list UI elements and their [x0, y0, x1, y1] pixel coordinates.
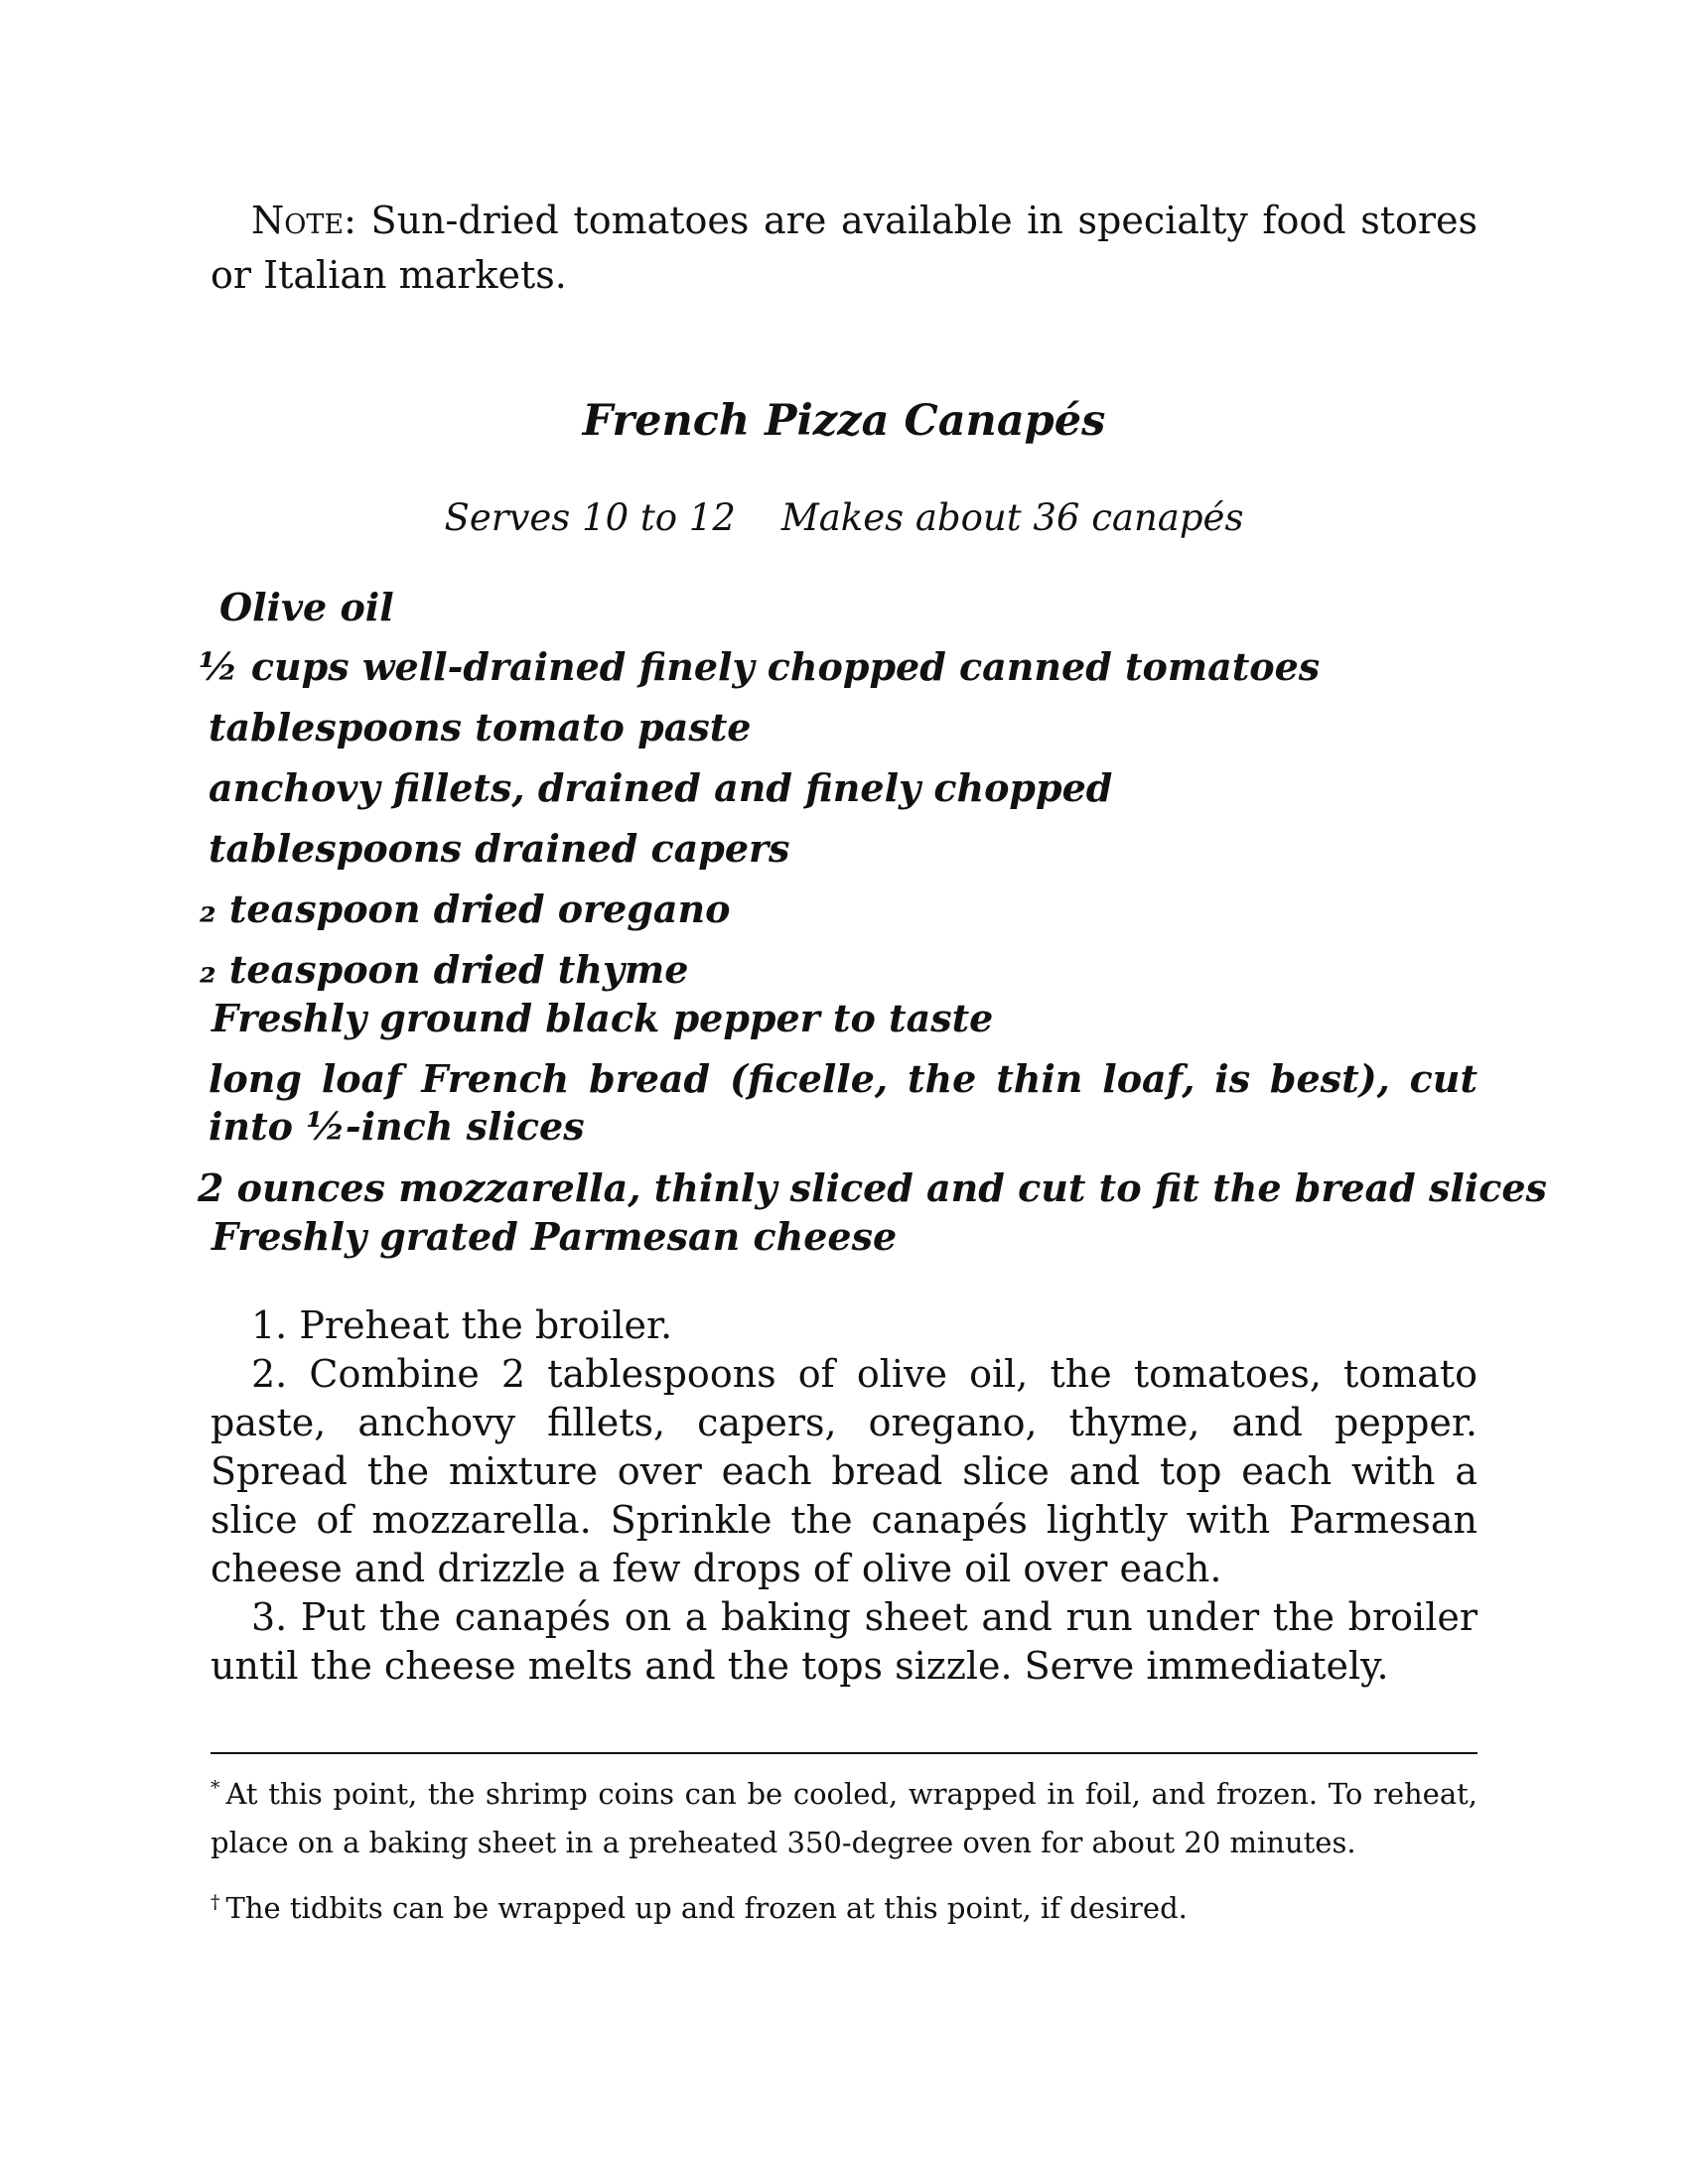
- ingredient-item: Olive oil: [219, 585, 394, 629]
- ingredient-item: anchovy fillets, drained and finely chopped: [209, 765, 1113, 810]
- recipe-makes: Makes about 36 canapés: [780, 496, 1244, 539]
- footnote: [211, 1878, 1477, 1933]
- note-text: : Sun-dried tomatoes are available in specialty food stores or Italian markets.: [211, 199, 1477, 297]
- method-steps: [211, 1301, 1477, 1691]
- recipe-yield: [211, 492, 1477, 544]
- ingredient-item: tablespoons drained capers: [209, 826, 790, 871]
- ingredient-item: tablespoons tomato paste: [209, 705, 752, 750]
- recipe-title: French Pizza Canapés: [582, 396, 1106, 446]
- ingredient-item: Freshly grated Parmesan cheese: [211, 1214, 898, 1259]
- footnote: [211, 1764, 1477, 1867]
- ingredient-item: ₂ teaspoon dried oregano: [200, 887, 731, 931]
- method-step: 3. Put the canapés on a baking sheet and run under the broiler until the cheese melts and the tops sizzle. Serve immediately.: [211, 1595, 1477, 1688]
- ingredient-item: ½ cups well-drained finely chopped canned tomatoes: [199, 644, 1321, 689]
- footnote-divider: [211, 1752, 1477, 1754]
- method-step: 2. Combine 2 tablespoons of olive oil, the tomatoes, tomato paste, anchovy fillets, capers, oregano, thyme, and pepper. Spread the mixture over each bread slice and top each with a slice of mozzarella. Sprinkle the canapés lightly with Parmesan cheese and drizzle a few drops of olive oil over each.: [211, 1352, 1477, 1590]
- note-paragraph: [211, 194, 1477, 303]
- footnotes: [211, 1764, 1477, 1944]
- ingredient-item: Freshly ground black pepper to taste: [211, 996, 994, 1040]
- footnote-marker: *: [211, 1777, 220, 1799]
- ingredient-item: long loaf French bread (ficelle, the thin loaf, is best), cut into ½-inch slices: [209, 1056, 1477, 1149]
- footnote-marker: †: [211, 1891, 220, 1913]
- footnote-text: At this point, the shrimp coins can be cooled, wrapped in foil, and frozen. To reheat, place on a baking sheet in a preheated 350-degree oven for about 20 minutes.: [211, 1777, 1477, 1859]
- note-label: Note: [251, 199, 345, 242]
- ingredient-item: ₂ teaspoon dried thyme: [200, 947, 689, 992]
- method-step: 1. Preheat the broiler.: [251, 1303, 673, 1347]
- ingredient-item: 2 ounces mozzarella, thinly sliced and cut to fit the bread slices: [198, 1165, 1547, 1210]
- footnote-text: The tidbits can be wrapped up and frozen at this point, if desired.: [225, 1891, 1188, 1925]
- recipe-serves: Serves 10 to 12: [444, 496, 736, 539]
